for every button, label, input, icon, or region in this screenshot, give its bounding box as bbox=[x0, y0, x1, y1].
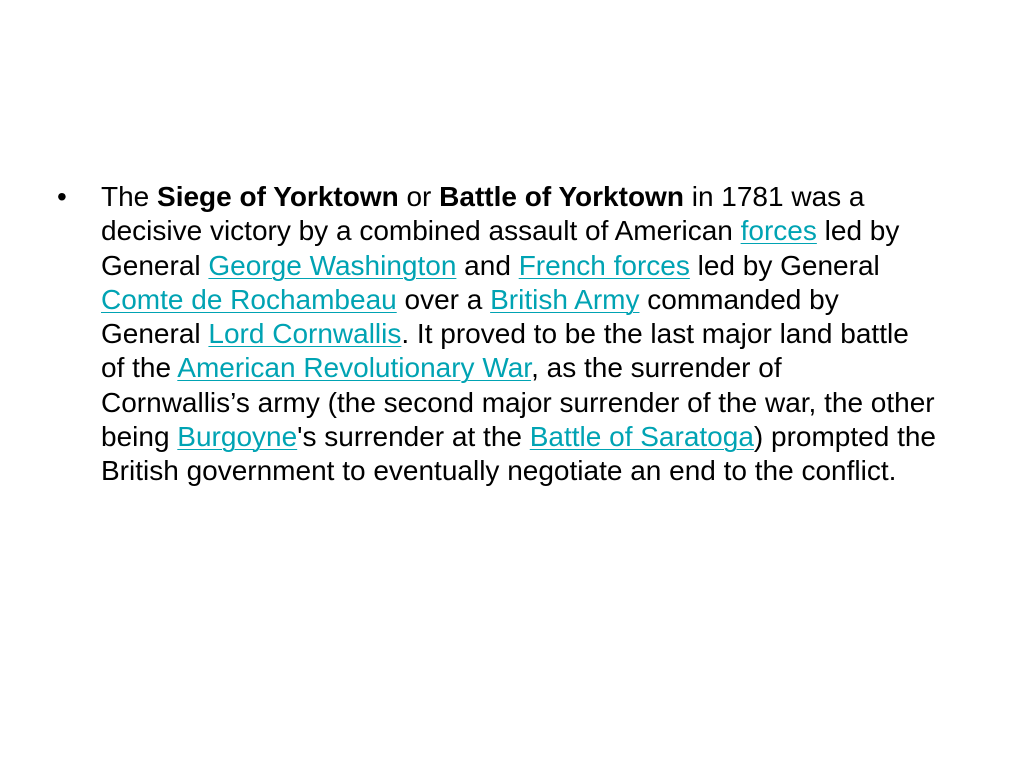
link-british-army[interactable]: British Army bbox=[490, 283, 640, 315]
text-segment: and bbox=[456, 249, 519, 281]
link-battle-of-saratoga[interactable]: Battle of Saratoga bbox=[529, 421, 754, 453]
bullet-mark: • bbox=[57, 181, 67, 212]
text-segment: over a bbox=[396, 283, 491, 315]
link-burgoyne[interactable]: Burgoyne bbox=[177, 421, 298, 453]
text-segment: . It proved to be the last major land battle of the bbox=[101, 318, 909, 384]
text-segment: in 1781 was a decisive victory by a combined assault of American bbox=[101, 181, 865, 247]
link-french-forces[interactable]: French forces bbox=[518, 249, 690, 281]
text-segment: The bbox=[101, 181, 158, 212]
bullet-item bbox=[57, 180, 937, 489]
text-segment: led by General bbox=[101, 215, 900, 281]
text-segment: 's surrender at the bbox=[297, 421, 530, 453]
link-george-washington[interactable]: George Washington bbox=[208, 249, 457, 281]
text-segment: , as the surrender of Cornwallis’s army (the second major surrender of the war, the other being bbox=[101, 352, 935, 453]
link-american-revolutionary-war[interactable]: American Revolutionary War bbox=[177, 352, 532, 384]
text-segment: led by General bbox=[689, 249, 880, 281]
link-forces[interactable]: forces bbox=[740, 215, 817, 247]
text-segment: or bbox=[398, 181, 440, 212]
bullet-list bbox=[57, 180, 937, 489]
text-segment: commanded by General bbox=[101, 283, 839, 350]
bold-term-siege-of-yorktown: Siege of Yorktown bbox=[157, 181, 399, 212]
bold-term-battle-of-yorktown: Battle of Yorktown bbox=[439, 181, 684, 212]
link-comte-de-rochambeau[interactable]: Comte de Rochambeau bbox=[101, 283, 397, 315]
text-segment: ) prompted the British government to eventually negotiate an end to the conflict. bbox=[101, 421, 937, 487]
link-lord-cornwallis[interactable]: Lord Cornwallis bbox=[208, 318, 402, 350]
